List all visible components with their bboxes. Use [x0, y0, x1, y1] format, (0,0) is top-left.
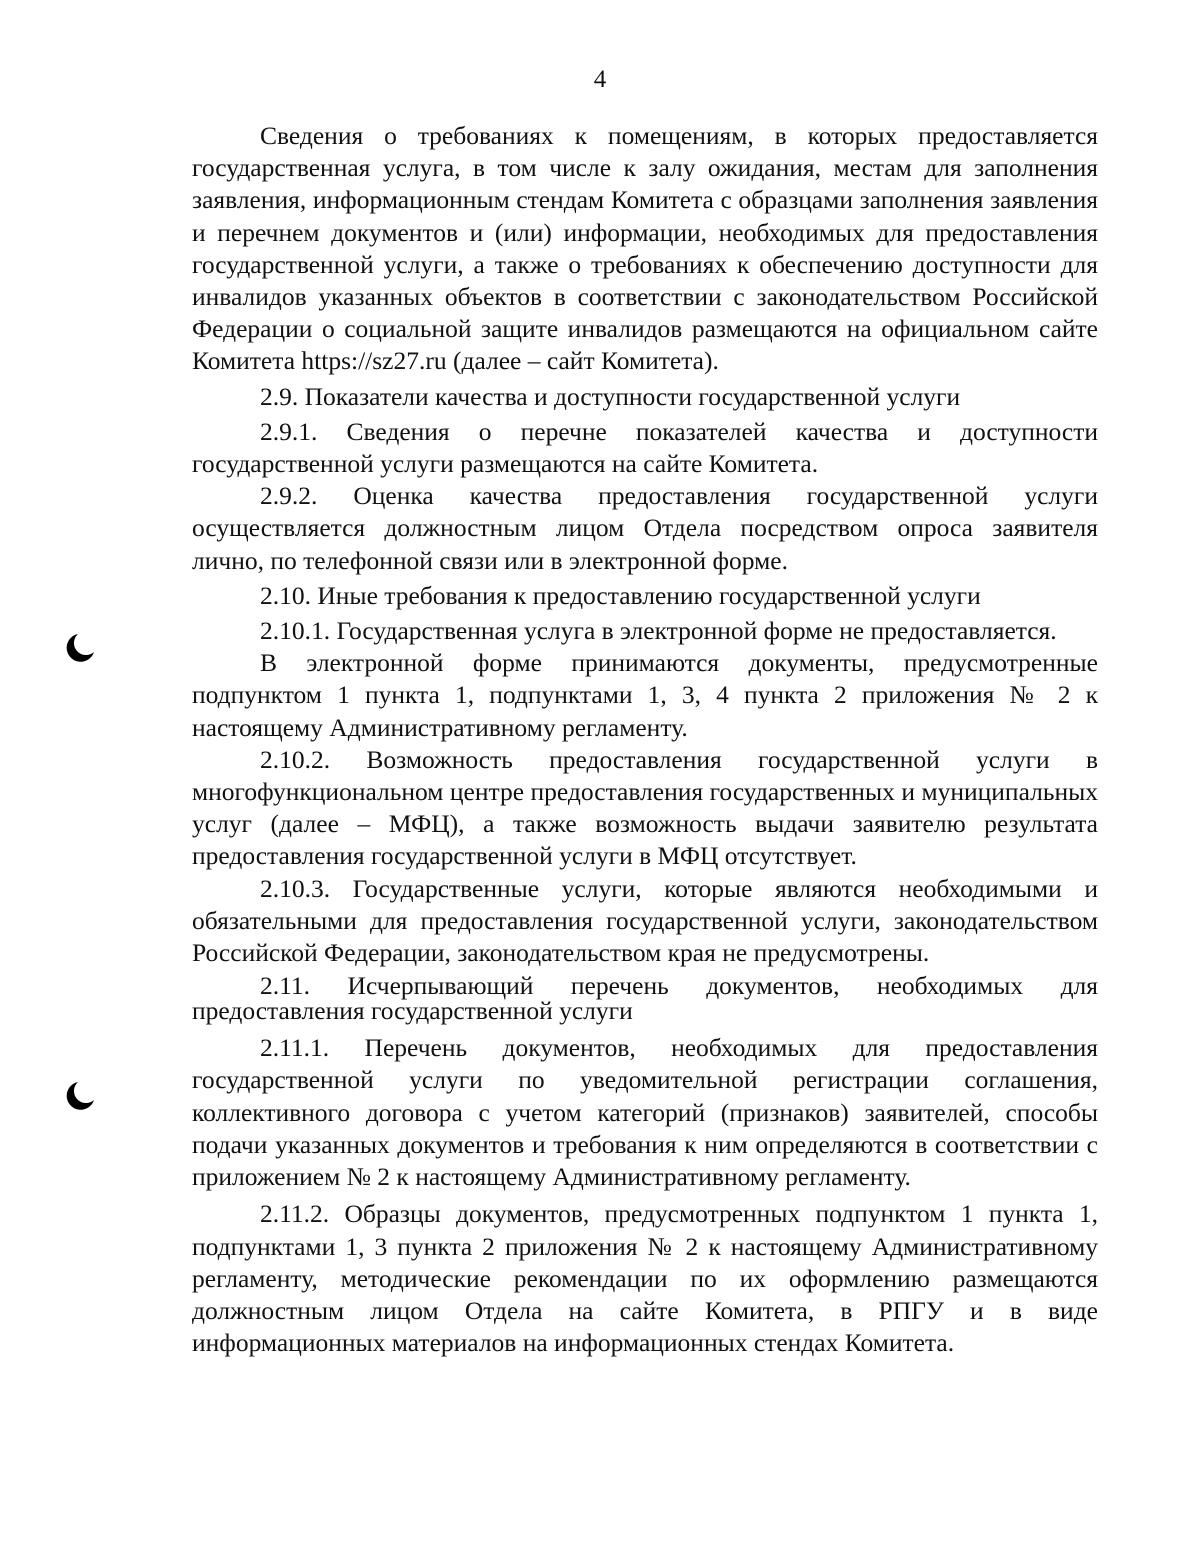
paragraph-2-10-2: 2.10.2. Возможность предоставления государственной услуги в многофункциональном центре предоставления государственных и муниципальных услуг (далее – МФЦ), а также возможность выдачи заявителю результата предоставления государственной услуги в МФЦ отсутствует. — [192, 744, 1098, 871]
paragraph-premises-requirements: Сведения о требованиях к помещениям, в которых предоставляется государственная услуга, в том числе к залу ожидания, местам для заполнения заявления, информационным стендам Комитета с образцами заполнения заявления и перечнем документов и (или) информации, необходимых для предоставления государственной услуги, а также о требованиях к обеспечению доступности для инвалидов указанных объектов в соответствии с законодательством Российской Федерации о социальной защите инвалидов размещаются на официальном сайте Комитета https://sz27.ru (далее – сайт Комитета). — [192, 121, 1098, 376]
paragraph-2-9-1: 2.9.1. Сведения о перечне показателей качества и доступности государственной услуги размещаются на сайте Комитета. — [192, 416, 1098, 479]
paragraph-2-11-1: 2.11.1. Перечень документов, необходимых для предоставления государственной услуги по уведомительной регистрации соглашения, коллективного договора с учетом категорий (признаков) заявителей, способы подачи указанных документов и требования к ним определяются в соответствии с приложением № 2 к настоящему Административному регламенту. — [192, 1033, 1098, 1192]
section-heading-2-10: 2.10. Иные требования к предоставлению государственной услуги — [260, 580, 981, 610]
paragraph-2-10-3: 2.10.3. Государственные услуги, которые являются необходимыми и обязательными для предоставления государственной услуги, законодательством Российской Федерации, законодательством края не предусмотрены. — [192, 873, 1098, 968]
paragraph-electronic-documents: В электронной форме принимаются документы, предусмотренные подпунктом 1 пункта 1, подпунктами 1, 3, 4 пункта 2 приложения № 2 к настоящему Административному регламенту. — [192, 648, 1098, 742]
paragraph-2-11-2: 2.11.2. Образцы документов, предусмотренных подпунктом 1 пункта 1, подпунктами 1, 3 пункта 2 приложения № 2 к настоящему Административному регламенту, методические рекомендации по их оформлению размещаются должностным лицом Отдела на сайте Комитета, в РПГУ и в виде информационных материалов на информационных стендах Комитета. — [192, 1199, 1098, 1358]
document-body — [192, 120, 1098, 1359]
punch-hole-mark-top — [64, 632, 96, 664]
paragraph-2-9-2: 2.9.2. Оценка качества предоставления государственной услуги осуществляется должностным лицом Отдела посредством опроса заявителя лично, по телефонной связи или в электронной форме. — [192, 481, 1098, 575]
paragraph-2-10-1: 2.10.1. Государственная услуга в электронной форме не предоставляется. — [260, 616, 1057, 646]
section-heading-2-11: 2.11. Исчерпывающий перечень документов, необходимых для предоставления государственной услуги — [192, 971, 1098, 1026]
punch-hole-mark-bottom — [64, 1080, 96, 1112]
section-heading-2-9: 2.9. Показатели качества и доступности государственной услуги — [260, 381, 961, 411]
page-number: 4 — [593, 66, 607, 93]
